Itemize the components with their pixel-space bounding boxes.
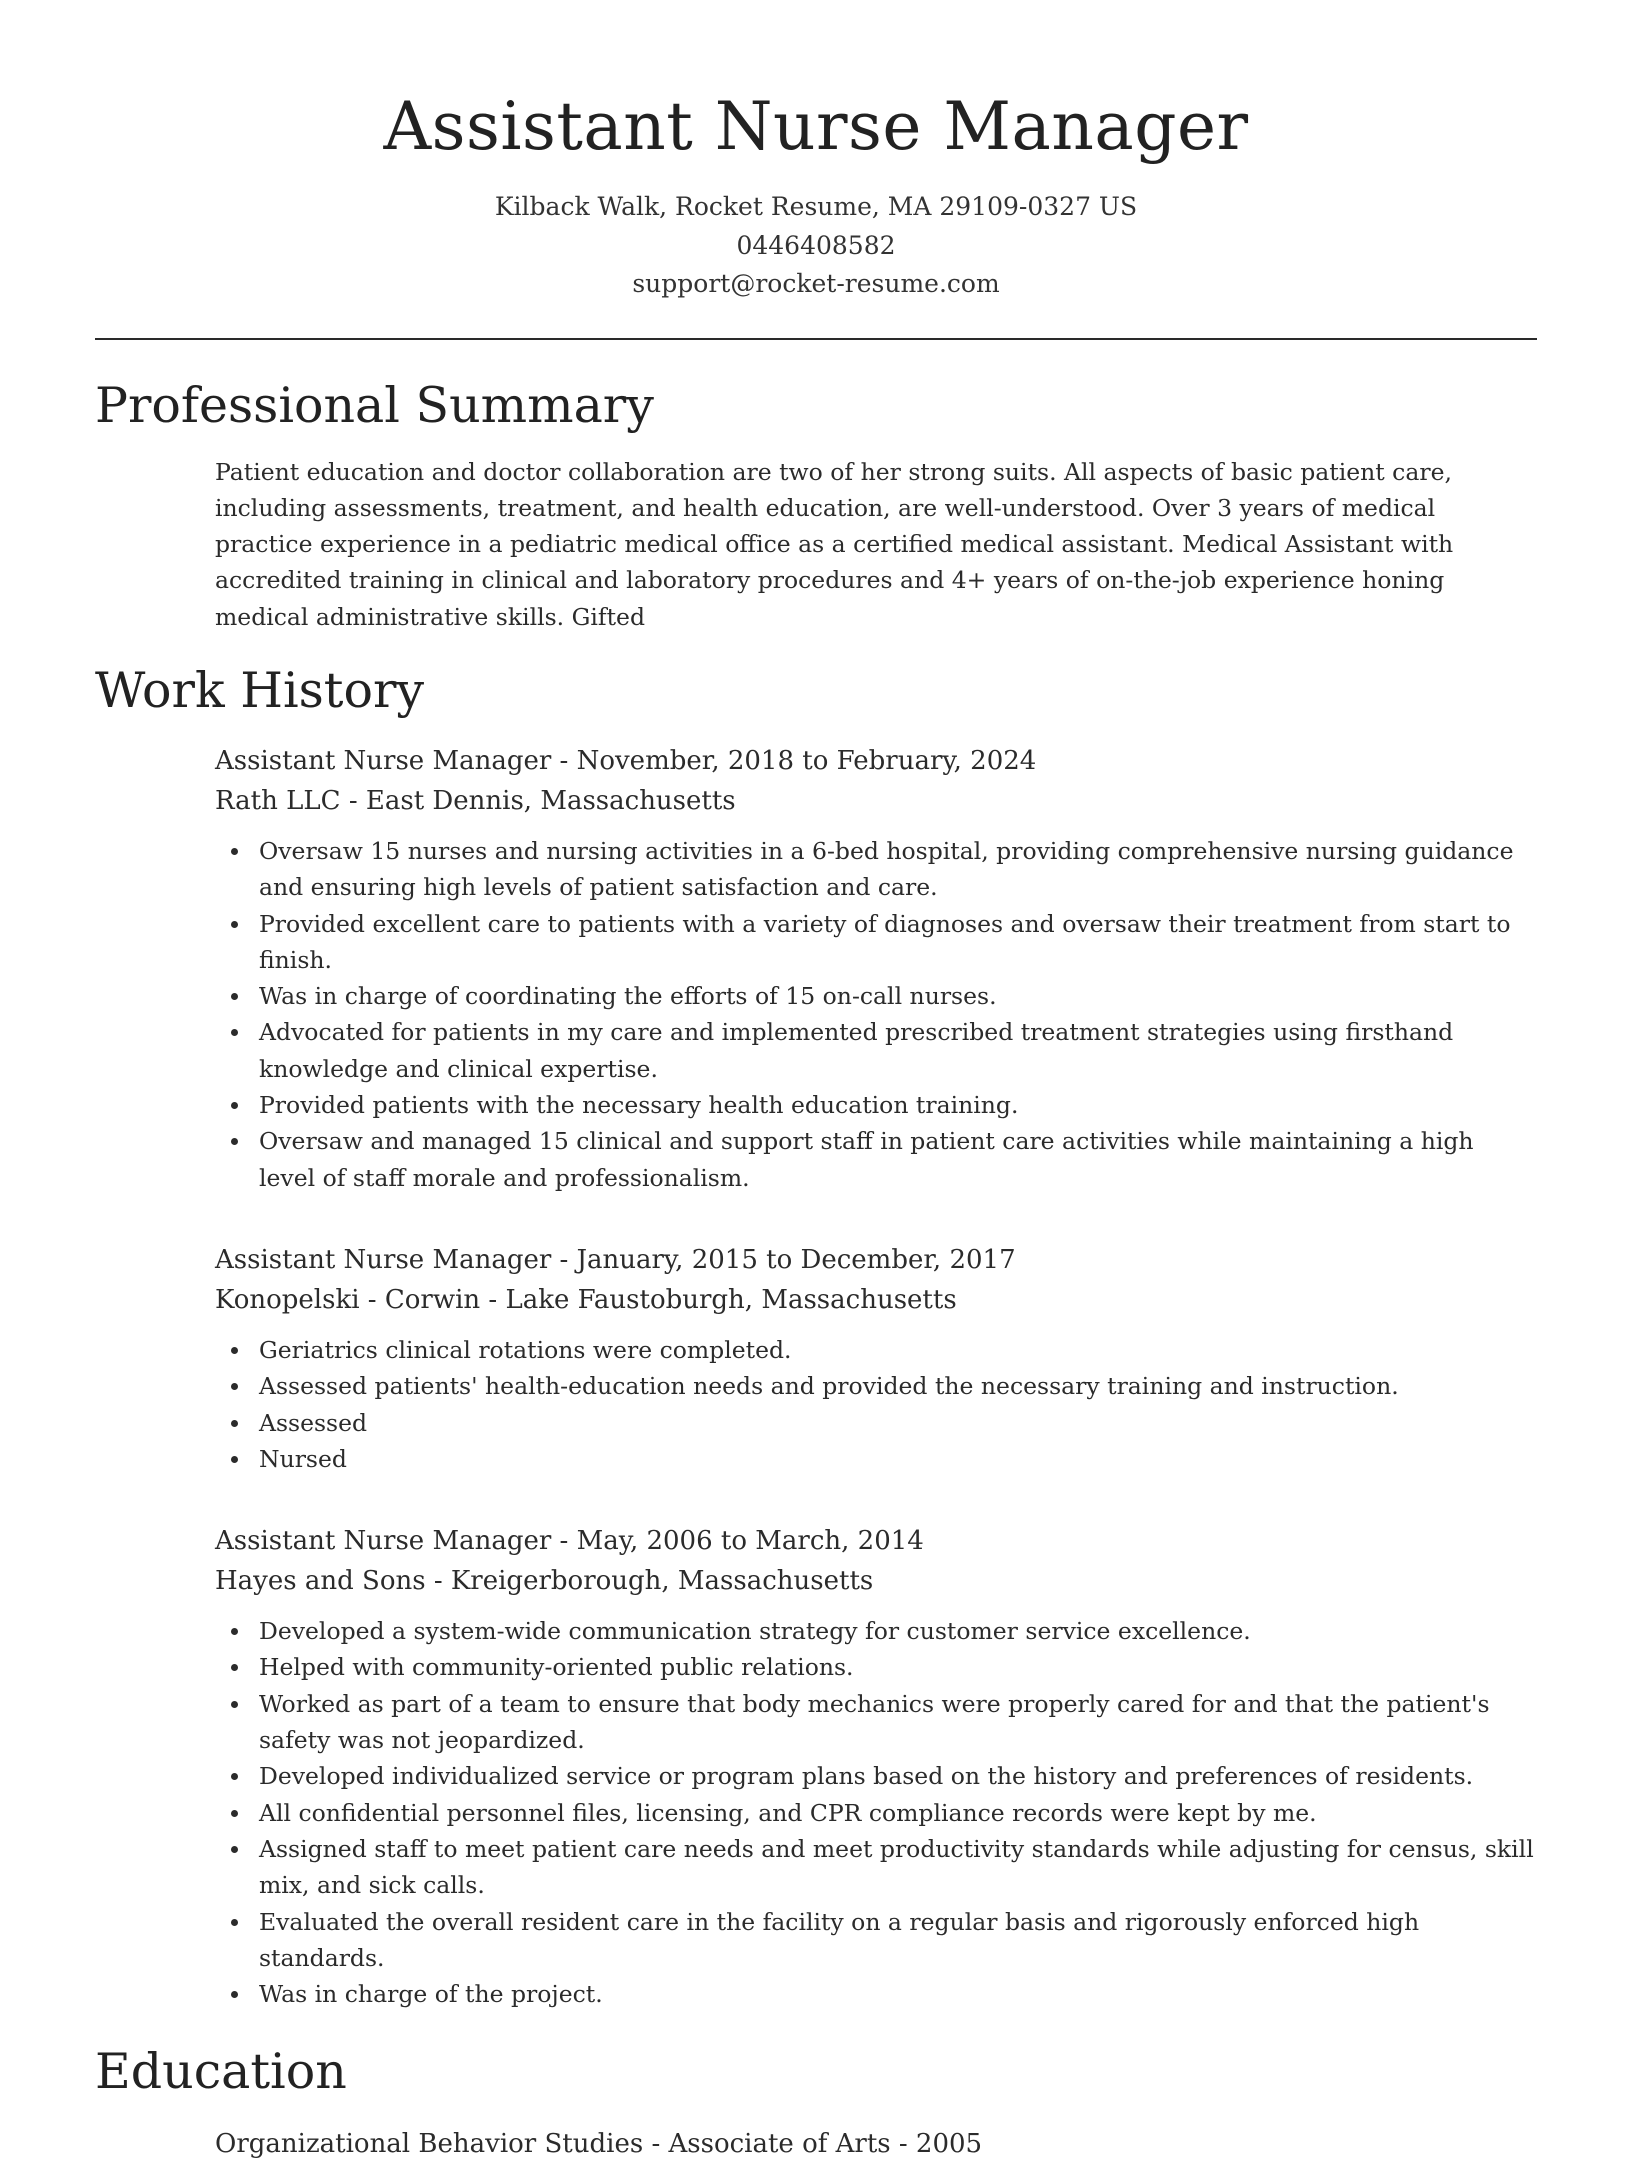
contact-email: support@rocket-resume.com [632,269,1000,298]
job-company-line: Konopelski - Corwin - Lake Faustoburgh, Massachusetts [215,1284,957,1315]
job-entry [215,1521,1537,2012]
contact-phone: 0446408582 [736,230,896,260]
job-entry [215,1240,1537,1477]
education-section [95,2042,1537,2164]
summary-text: Patient education and doctor collaboration are two of her strong suits. All aspects of basic patient care, including assessments, treatment, and health education, are well-understood. Over 3 years of medical practice experience in a pediatric medical office as a certified medical assistant. Medical Assistant with accredited training in clinical and laboratory procedures and 4+ years of on-the-job experience honing medical administrative skills. Gifted [215,457,1454,631]
job-company-line: Rath LLC - East Dennis, Massachusetts [215,785,736,816]
job-bullet: Provided patients with the necessary health education training. [259,1087,1537,1123]
job-bullets [259,833,1537,1196]
job-bullet: Advocated for patients in my care and implemented prescribed treatment strategies using firsthand knowledge and clinical expertise. [259,1014,1537,1087]
education-entry: Organizational Behavior Studies - Associate of Arts - 2005 [215,2129,983,2160]
job-title-line: Assistant Nurse Manager - May, 2006 to March, 2014 [215,1526,924,1557]
job-bullet: Assigned staff to meet patient care needs and meet productivity standards while adjusting for census, skill mix, and sick calls. [259,1831,1537,1904]
job-bullets [259,1332,1537,1477]
job-bullets [259,1613,1537,2012]
job-bullet: Was in charge of the project. [259,1976,1537,2012]
work-history-section [95,661,1537,2012]
contact-address: Kilback Walk, Rocket Resume, MA 29109-0327 US [494,192,1138,221]
job-bullet: Developed individualized service or program plans based on the history and preferences of residents. [259,1758,1537,1794]
job-title-line: Assistant Nurse Manager - January, 2015 to December, 2017 [215,1244,1016,1275]
job-bullet: Evaluated the overall resident care in the facility on a regular basis and rigorously enforced high standards. [259,1904,1537,1977]
contact-block [95,188,1537,304]
education-title: Education [95,2043,347,2101]
job-bullet: Oversaw 15 nurses and nursing activities in a 6-bed hospital, providing comprehensive nursing guidance and ensuring high levels of patient satisfaction and care. [259,833,1537,906]
job-bullet: Assessed patients' health-education needs and provided the necessary training and instruction. [259,1368,1537,1404]
job-company-line: Hayes and Sons - Kreigerborough, Massachusetts [215,1566,874,1597]
summary-title: Professional Summary [95,376,654,434]
job-bullet: Assessed [259,1405,1537,1441]
header-divider [95,338,1537,340]
job-bullet: Provided excellent care to patients with a variety of diagnoses and oversaw their treatment from start to finish. [259,906,1537,979]
job-bullet: All confidential personnel files, licensing, and CPR compliance records were kept by me. [259,1795,1537,1831]
job-bullet: Helped with community-oriented public relations. [259,1649,1537,1685]
summary-section [95,376,1537,635]
job-bullet: Nursed [259,1441,1537,1477]
resume-name: Assistant Nurse Manager [383,88,1249,165]
job-bullet: Worked as part of a team to ensure that body mechanics were properly cared for and that the patient's safety was not jeopardized. [259,1686,1537,1759]
job-bullet: Was in charge of coordinating the efforts of 15 on-call nurses. [259,978,1537,1014]
resume-header [95,0,1537,304]
job-entry [215,741,1537,1196]
work-history-title: Work History [95,661,425,719]
job-bullet: Oversaw and managed 15 clinical and support staff in patient care activities while maintaining a high level of staff morale and professionalism. [259,1123,1537,1196]
job-title-line: Assistant Nurse Manager - November, 2018 to February, 2024 [215,745,1037,776]
job-bullet: Developed a system-wide communication strategy for customer service excellence. [259,1613,1537,1649]
job-bullet: Geriatrics clinical rotations were completed. [259,1332,1537,1368]
